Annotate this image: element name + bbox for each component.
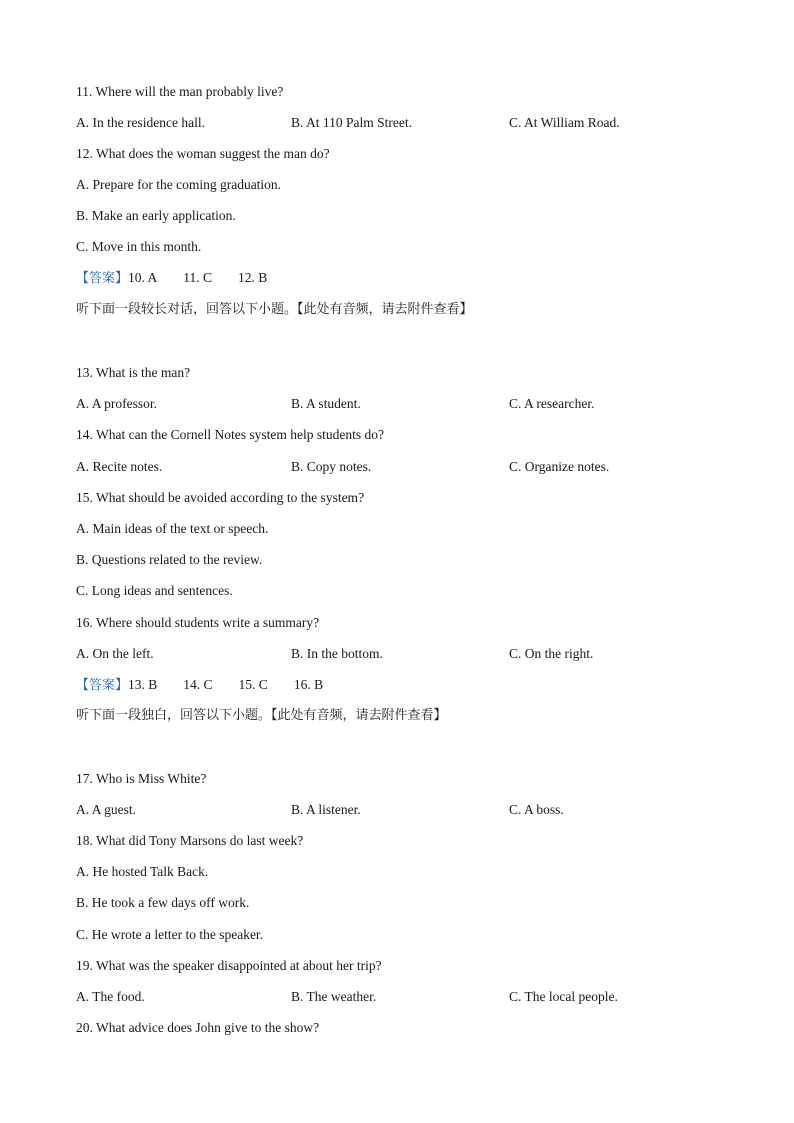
answer-option: B. In the bottom. bbox=[291, 646, 383, 661]
answer-key-item: 13. B bbox=[128, 677, 158, 692]
text-line: B. He took a few days off work. bbox=[76, 895, 250, 910]
answer-option: B. A listener. bbox=[291, 802, 361, 817]
answer-option: A. The food. bbox=[76, 989, 145, 1004]
text-line: 17. Who is Miss White? bbox=[76, 771, 207, 786]
answer-key-label: 【答案】 bbox=[76, 271, 129, 286]
section-instruction: 听下面一段较长对话，回答以下小题。【此处有音频，请去附件查看】 bbox=[76, 302, 473, 317]
text-line: 15. What should be avoided according to the system? bbox=[76, 490, 365, 505]
text-line: 19. What was the speaker disappointed at about her trip? bbox=[76, 958, 382, 973]
text-line: 16. Where should students write a summary? bbox=[76, 615, 320, 630]
text-line: 12. What does the woman suggest the man do? bbox=[76, 146, 330, 161]
answer-key-item: 12. B bbox=[238, 270, 268, 285]
answer-option: A. Recite notes. bbox=[76, 459, 163, 474]
text-line: 18. What did Tony Marsons do last week? bbox=[76, 833, 304, 848]
answer-key bbox=[76, 677, 323, 694]
text-line: C. He wrote a letter to the speaker. bbox=[76, 927, 264, 942]
answer-option: C. At William Road. bbox=[509, 115, 620, 130]
answer-option: B. The weather. bbox=[291, 989, 377, 1004]
answer-option: C. A researcher. bbox=[509, 396, 595, 411]
answer-option: C. On the right. bbox=[509, 646, 594, 661]
answer-option: C. A boss. bbox=[509, 802, 564, 817]
answer-key-item: 11. C bbox=[183, 270, 213, 285]
answer-option: C. The local people. bbox=[509, 989, 618, 1004]
answer-option: A. A professor. bbox=[76, 396, 157, 411]
text-line: A. Prepare for the coming graduation. bbox=[76, 177, 282, 192]
text-line: 14. What can the Cornell Notes system help students do? bbox=[76, 427, 384, 442]
section-instruction: 听下面一段独白，回答以下小题。【此处有音频，请去附件查看】 bbox=[76, 708, 447, 723]
text-line: 20. What advice does John give to the show? bbox=[76, 1020, 320, 1035]
text-line: B. Questions related to the review. bbox=[76, 552, 263, 567]
text-line: A. He hosted Talk Back. bbox=[76, 864, 209, 879]
text-line: B. Make an early application. bbox=[76, 208, 236, 223]
answer-key-item: 14. C bbox=[183, 677, 213, 692]
answer-key-item: 10. A bbox=[128, 270, 158, 285]
answer-option: A. A guest. bbox=[76, 802, 137, 817]
answer-key-label: 【答案】 bbox=[76, 678, 129, 693]
answer-key-item: 15. C bbox=[238, 677, 268, 692]
text-line: C. Long ideas and sentences. bbox=[76, 583, 233, 598]
answer-option: A. On the left. bbox=[76, 646, 154, 661]
answer-key-item: 16. B bbox=[293, 677, 324, 692]
answer-option: A. In the residence hall. bbox=[76, 115, 205, 130]
text-line: C. Move in this month. bbox=[76, 239, 202, 254]
text-line: 11. Where will the man probably live? bbox=[76, 84, 284, 99]
answer-option: B. Copy notes. bbox=[291, 459, 372, 474]
text-line: A. Main ideas of the text or speech. bbox=[76, 521, 269, 536]
answer-option: B. At 110 Palm Street. bbox=[291, 115, 412, 130]
text-line: 13. What is the man? bbox=[76, 365, 191, 380]
answer-option: B. A student. bbox=[291, 396, 361, 411]
answer-option: C. Organize notes. bbox=[509, 459, 610, 474]
answer-key bbox=[76, 270, 267, 287]
